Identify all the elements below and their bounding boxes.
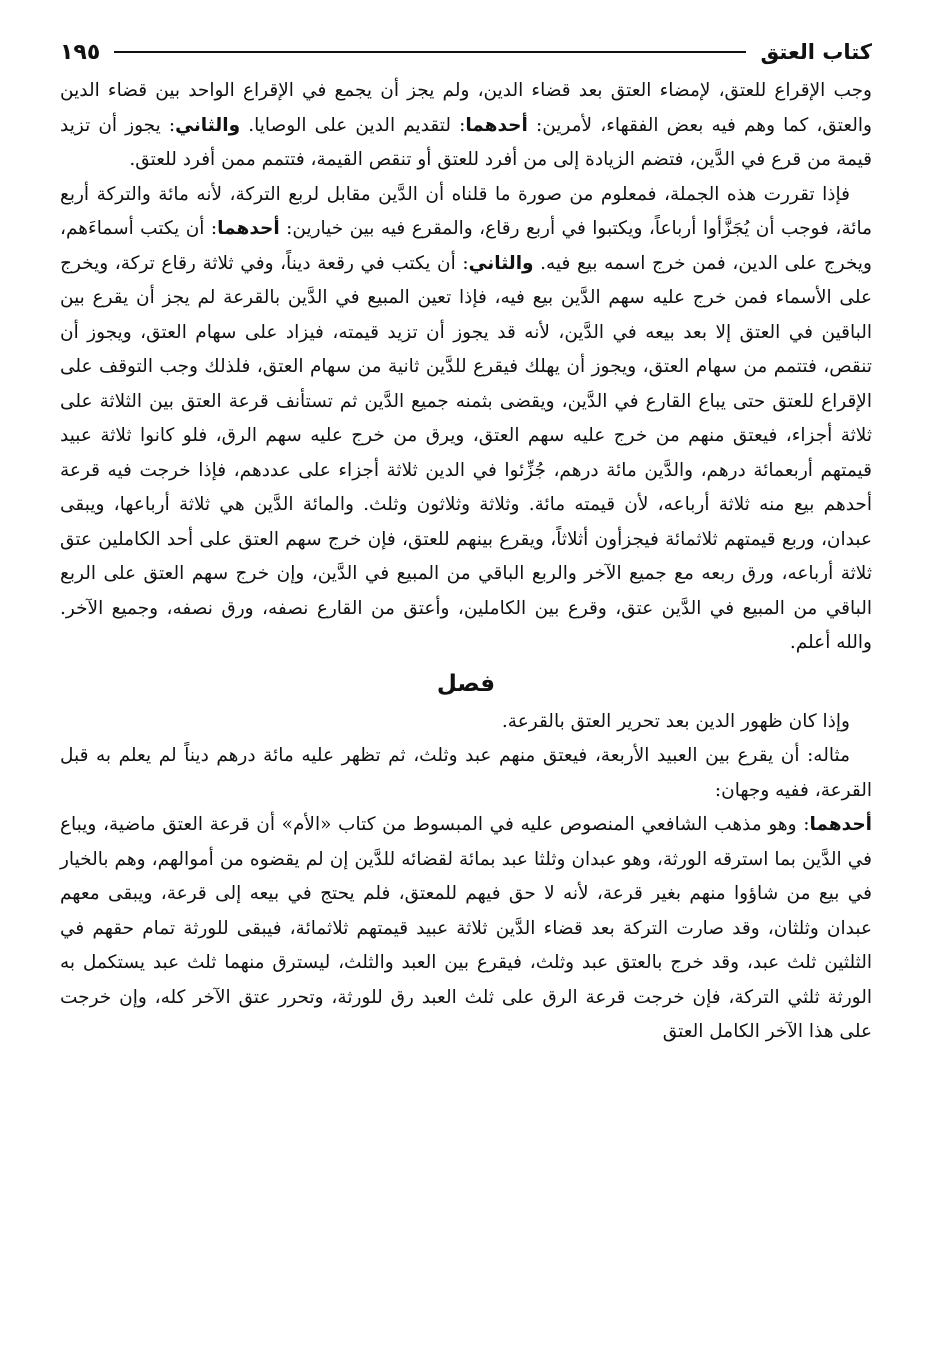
header-rule — [114, 51, 746, 53]
text-run: : أن يكتب أسماءَهم، ويخرج على الدين، فمن خرج اسمه بيع فيه. — [60, 218, 872, 274]
text-run: فإذا تقررت هذه الجملة، فمعلوم من صورة ما قلناه أن الدَّين مقابل لربع التركة، لأنه مائة والتركة أربع مائة، فوجب أن يُجَزَّأوا أرباعاً، ويكتبوا في أربع رقاع، والمقرع فيه بين خيارين: — [60, 183, 872, 239]
page-number: ١٩٥ — [60, 39, 101, 65]
text-run: : لتقديم الدين على الوصايا. — [240, 114, 466, 136]
term-first: أحدهما — [465, 114, 528, 136]
term-second: والثاني — [175, 114, 241, 136]
term-first: أحدهما — [809, 814, 872, 835]
body-text — [60, 74, 872, 1050]
paragraph — [60, 808, 872, 1050]
paragraph — [60, 74, 872, 178]
term-first: أحدهما — [217, 218, 280, 239]
text-run: : يجوز أن تزيد قيمة من قرع في الدَّين، فتضم الزيادة إلى من أفرد للعتق أو تنقص القيمة، فتتمم ممن أفرد للعتق. — [60, 114, 872, 170]
term-second: والثاني — [468, 252, 534, 274]
section-heading: فصل — [436, 670, 496, 697]
paragraph: وإذا كان ظهور الدين بعد تحرير العتق بالقرعة. — [501, 710, 850, 732]
paragraph — [60, 178, 872, 661]
text-run: : أن يكتب في رقعة ديناً، وفي ثلاثة رقاع تركة، ويخرج على الأسماء فمن خرج عليه سهم الدَّين بيع فيه، فإذا تعين المبيع في الدَّين بالقرعة لم يجز أن يقرع بين الباقين في العتق إلا بعد بيعه في الدَّين، لأنه قد يجوز أن تزيد قيمته، فيزاد على سهام العتق، ويجوز أن تنقص، فتتمم من سهام العتق، ويجوز أن يهلك فيقرع للدَّين ثانية من سهام العتق، فلذلك وجب التوقف على الإقراع للعتق حتى يباع القارع في الدَّين، ويقضى بثمنه جميع الدَّين ثم تستأنف قرعة العتق بين الثلاثة على ثلاثة أجزاء، فيعتق منهم من خرج عليه سهم العتق، ويرق من خرج عليه سهم الرق، فلو كانوا ثلاثة عبيد قيمتهم أربعمائة درهم، والدَّين مائة درهم، جُزِّئوا في الدين ثلاثة أجزاء على عددهم، فإذا خرجت فيه قرعة أحدهم بيع منه ثلاثة أرباعه، لأن قيمته مائة. وثلاثة وثلاثون وثلث. والمائة الدَّين هي ثلاثة أرباعها، ويبقى عبدان، وربع قيمتهم ثلاثمائة فيجزأون أثلاثاً، ويقرع بينهم للعتق، فإن خرج سهم العتق على أحد الكاملين عتق ثلاثة أرباعه، ورق ربعه مع جميع الآخر والربع الباقي من المبيع في الدَّين، وإن خرج سهم العتق على الربع الباقي من المبيع في الدَّين عتق، وقرع بين الكاملين، وأعتق من القارع نصفه، ورق نصفه، وجميع الآخر. والله أعلم. — [60, 252, 872, 653]
text-run: وجب الإقراع للعتق، لإمضاء العتق بعد قضاء الدين، ولم يجز أن يجمع في الإقراع الواحد بين قضاء الدين والعتق، كما وهم فيه بعض الفقهاء، لأمرين: — [60, 80, 872, 136]
text-run: : وهو مذهب الشافعي المنصوص عليه في المبسوط من كتاب «الأم» أن قرعة العتق ماضية، ويباع في الدَّين بما استرقه الورثة، وهو عبدان وثلثا عبد بمائة لقضائه للدَّين إن لم يقضوه من أموالهم، وهم بالخيار في بيع من شاؤوا منهم بغير قرعة، لأنه لا حق فيهم للمعتق، فلم يحتج في بيعه إلى قرعة، ويبقى معهم عبدان وثلثان، وقد صارت التركة بعد قضاء الدَّين ثلاثة عبيد قيمتهم ثلاثمائة، فيبقى للورثة تمام حقهم في الثلثين ثلث عبد، وقد خرج بالعتق عبد وثلث، فيقرع بين العبد والثلث، ليسترق منهما ثلث عبد يستكمل به الورثة ثلثي التركة، فإن خرجت قرعة الرق على ثلث العبد رق للورثة، وتحرر عتق الآخر كله، وإن خرجت على هذا الآخر الكامل العتق — [60, 814, 872, 1042]
book-page — [60, 30, 872, 1360]
running-header — [60, 30, 872, 74]
book-title: كتاب العتق — [760, 40, 872, 64]
paragraph: مثاله: أن يقرع بين العبيد الأربعة، فيعتق منهم عبد وثلث، ثم تظهر عليه مائة درهم ديناً لم يعلم به قبل القرعة، ففيه وجهان: — [60, 745, 872, 801]
